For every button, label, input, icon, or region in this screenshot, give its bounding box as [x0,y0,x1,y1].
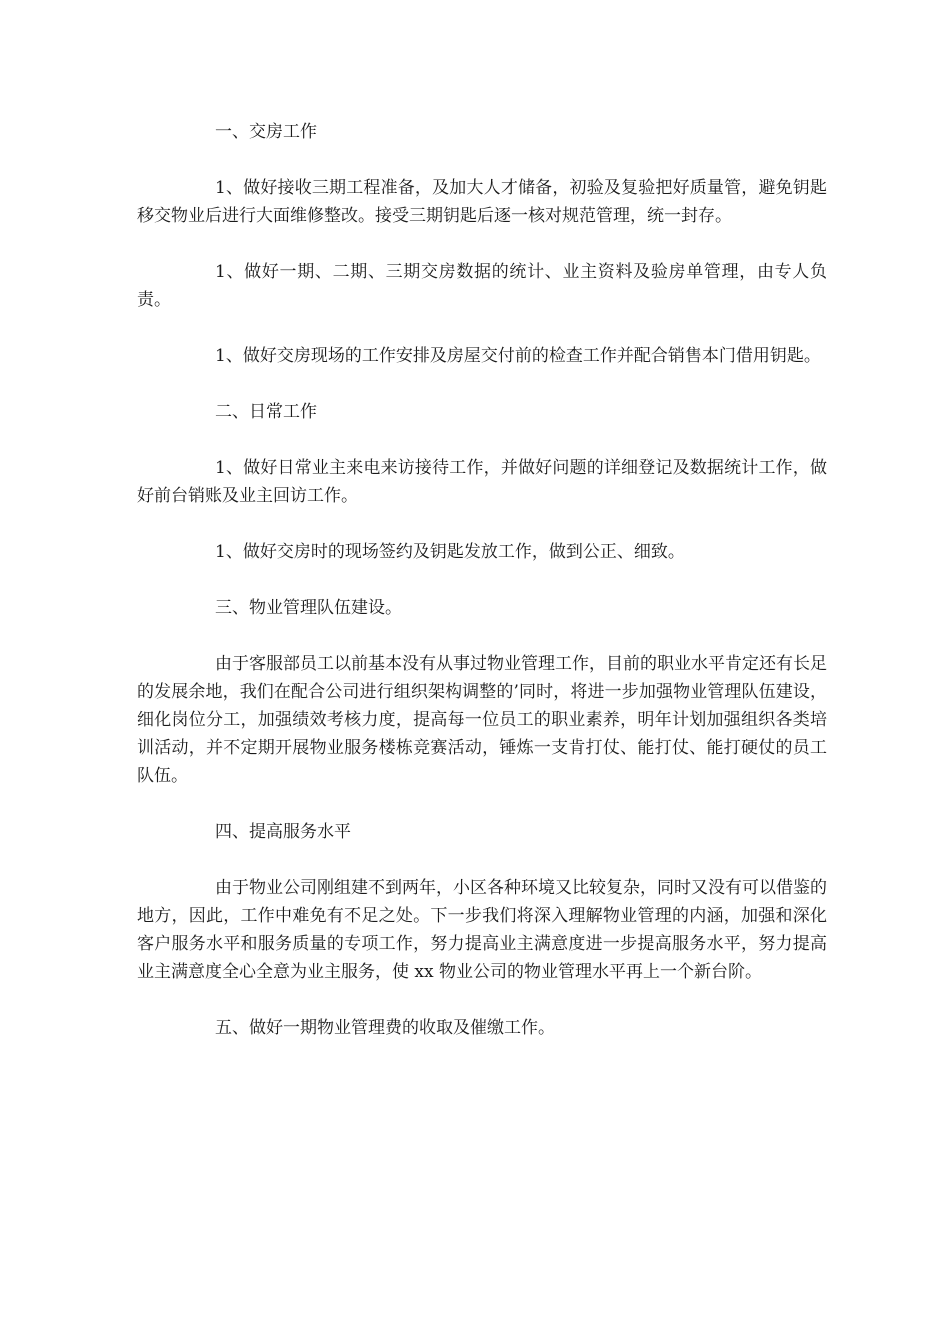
section-heading-service-level: 四、提高服务水平 [215,822,351,842]
paragraph-handover-site: 1、做好交房现场的工作安排及房屋交付前的检查工作并配合销售本门借用钥匙。 [215,346,821,366]
paragraph-key-distribution: 1、做好交房时的现场签约及钥匙发放工作，做到公正、细致。 [215,542,685,562]
document-body [137,118,827,1070]
paragraph-phase3-preparation: 1、做好接收三期工程准备，及加大人才储备，初验及复验把好质量管，避免钥匙移交物业后进行大面维修整改。接受三期钥匙后逐一核对规范管理，统一封存。 [137,178,827,226]
section-heading-team-building: 三、物业管理队伍建设。 [215,598,402,618]
section-heading-fee-collection: 五、做好一期物业管理费的收取及催缴工作。 [215,1018,555,1038]
paragraph-reception: 1、做好日常业主来电来访接待工作，并做好问题的详细登记及数据统计工作，做好前台销账及业主回访工作。 [137,458,827,506]
paragraph-team-building: 由于客服部员工以前基本没有从事过物业管理工作，目前的职业水平肯定还有长足的发展余地，我们在配合公司进行组织架构调整的’同时，将进一步加强物业管理队伍建设，细化岗位分工，加强绩效考核力度，提高每一位员工的职业素养，明年计划加强组织各类培训活动，并不定期开展物业服务楼栋竞赛活动，锤炼一支肯打仗、能打仗、能打硬仗的员工队伍。 [137,654,827,786]
section-heading-handover: 一、交房工作 [215,122,317,142]
paragraph-handover-data: 1、做好一期、二期、三期交房数据的统计、业主资料及验房单管理，由专人负责。 [137,262,827,310]
paragraph-service-level: 由于物业公司刚组建不到两年，小区各种环境又比较复杂，同时又没有可以借鉴的地方，因此，工作中难免有不足之处。下一步我们将深入理解物业管理的内涵，加强和深化客户服务水平和服务质量的专项工作，努力提高业主满意度进一步提高服务水平，努力提高业主满意度全心全意为业主服务，使 xx 物业公司的物业管理水平再上一个新台阶。 [137,878,827,982]
section-heading-daily-work: 二、日常工作 [215,402,317,422]
